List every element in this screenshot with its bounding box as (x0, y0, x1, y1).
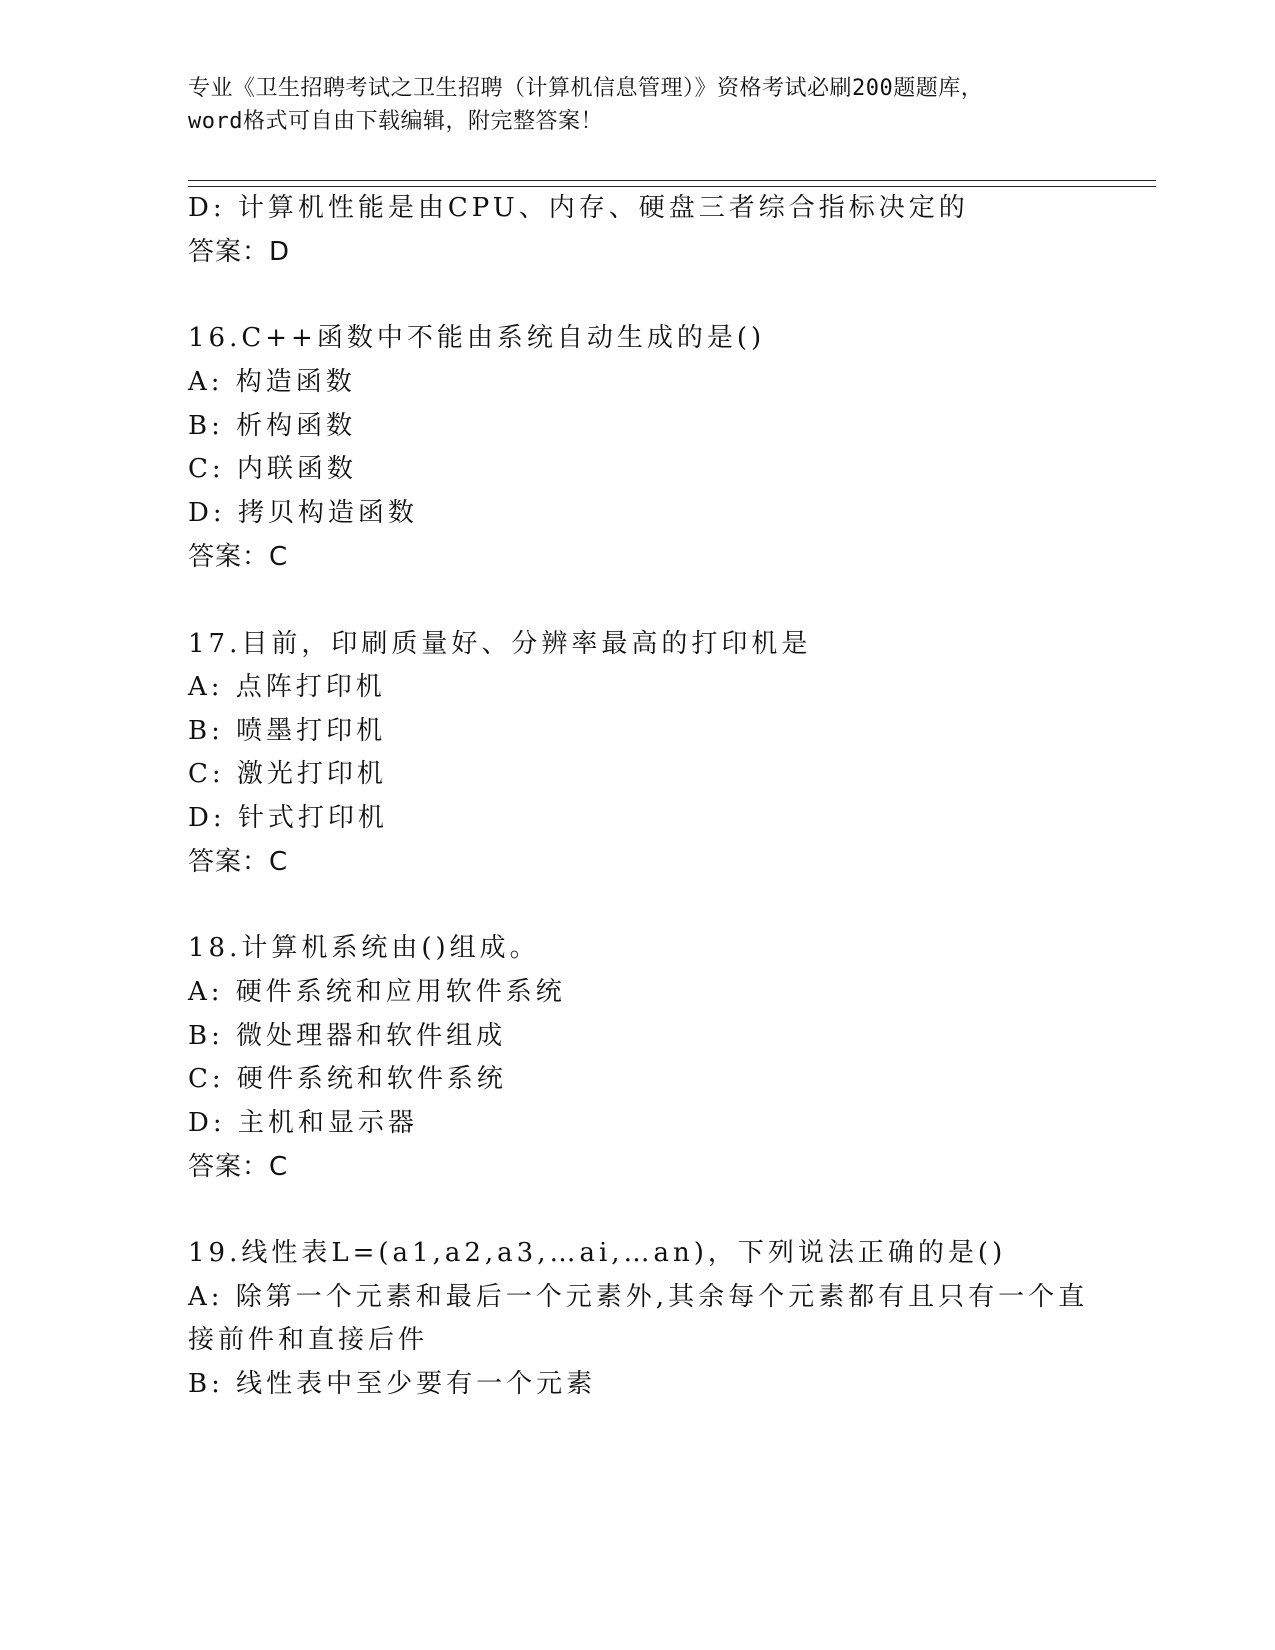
answer-label: 答案：C (188, 847, 289, 877)
question-17: 17.目前，印刷质量好、分辨率最高的打印机是 (188, 629, 812, 659)
option-b: B: 线性表中至少要有一个元素 (188, 1369, 597, 1399)
option-d: D: 针式打印机 (188, 803, 388, 833)
answer-label: 答案：D (188, 237, 291, 267)
header-title-line-1: 专业《卫生招聘考试之卫生招聘（计算机信息管理）》资格考试必刷200题题库， (188, 76, 984, 101)
option-a: A: 除第一个元素和最后一个元素外,其余每个元素都有且只有一个直 (188, 1282, 1089, 1312)
header-divider-bottom (188, 186, 1156, 187)
question-19: 19.线性表L=(a1,a2,a3,…ai,…an)，下列说法正确的是() (188, 1238, 1007, 1268)
option-a: A: 硬件系统和应用软件系统 (188, 977, 566, 1007)
question-16: 16.C++函数中不能由系统自动生成的是() (188, 323, 766, 353)
option-c: C: 内联函数 (188, 454, 357, 484)
header-title-line-2: word格式可自由下载编辑，附完整答案！ (188, 109, 603, 134)
option-a: A: 构造函数 (188, 367, 356, 397)
option-a-continued: 接前件和直接后件 (188, 1325, 429, 1355)
option-d: D: 计算机性能是由CPU、内存、硬盘三者综合指标决定的 (188, 193, 969, 223)
option-d: D: 拷贝构造函数 (188, 498, 418, 528)
option-b: B: 微处理器和软件组成 (188, 1021, 507, 1051)
option-a: A: 点阵打印机 (188, 672, 386, 702)
answer-label: 答案：C (188, 542, 289, 572)
option-c: C: 激光打印机 (188, 759, 387, 789)
header-divider-top (188, 180, 1156, 181)
option-b: B: 析构函数 (188, 411, 357, 441)
option-d: D: 主机和显示器 (188, 1108, 418, 1138)
answer-label: 答案：C (188, 1152, 289, 1182)
option-b: B: 喷墨打印机 (188, 716, 387, 746)
question-18: 18.计算机系统由()组成。 (188, 933, 540, 963)
option-c: C: 硬件系统和软件系统 (188, 1064, 507, 1094)
document-header (188, 72, 1088, 138)
